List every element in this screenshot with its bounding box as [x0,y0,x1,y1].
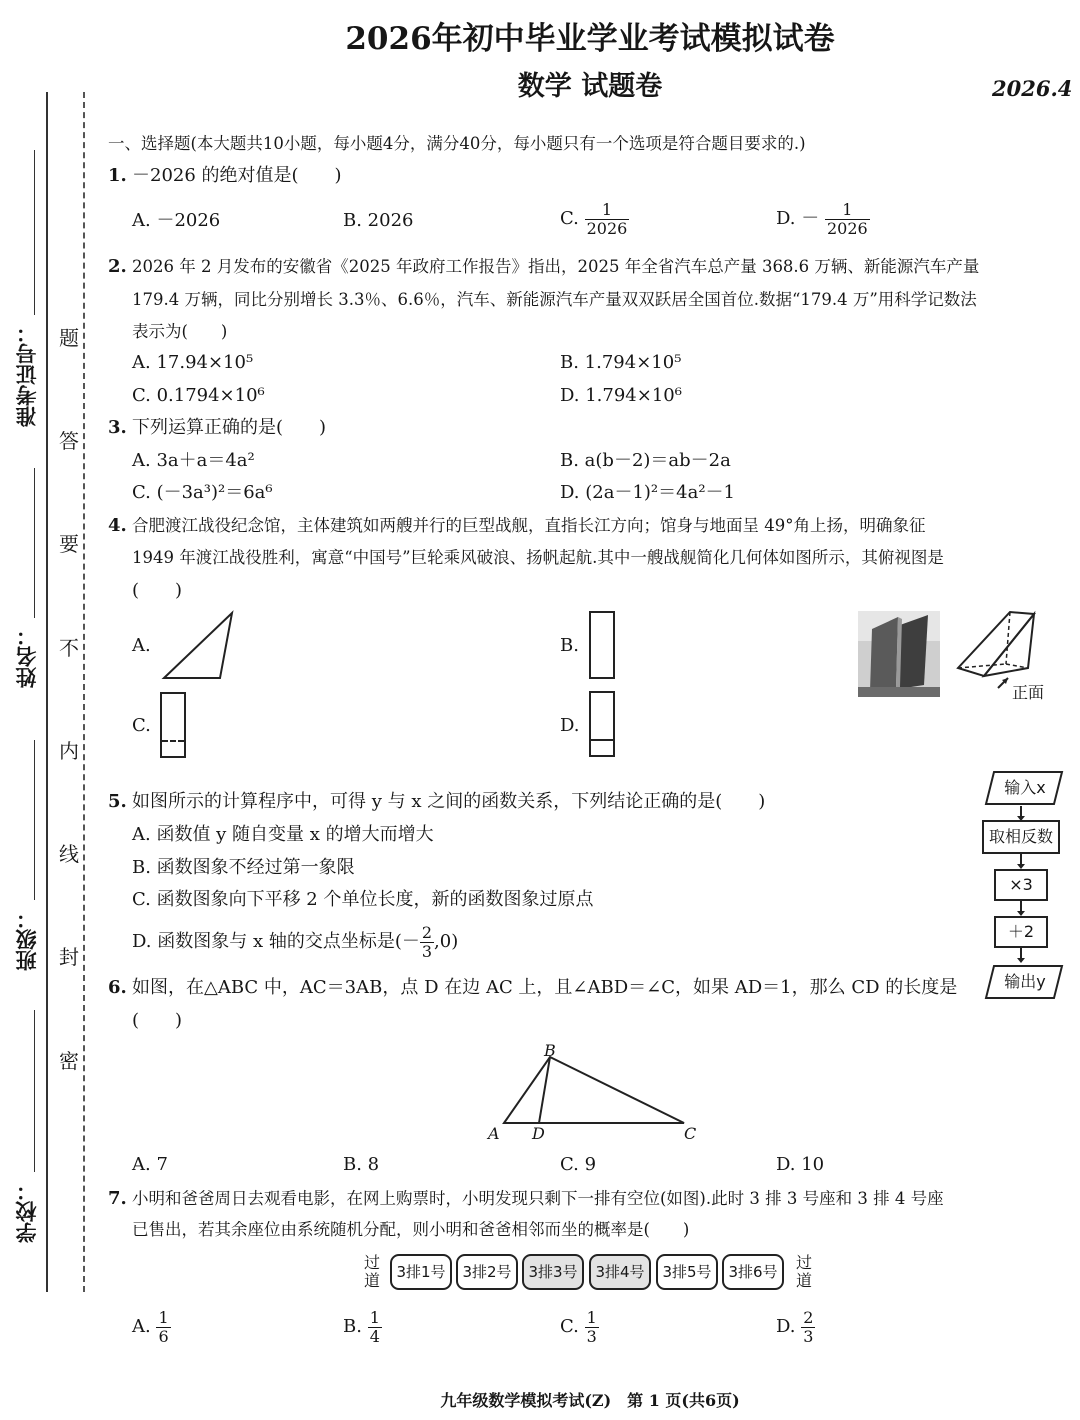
warning-char: 答 [59,429,79,453]
option-c[interactable]: C. 函数图象向下平移 2 个单位长度，新的函数图象过原点 [132,889,594,910]
option-label: D. [776,1316,796,1337]
flow-input: 输入x [1004,778,1046,797]
question-stem: 下列运算正确的是( ) [132,417,327,438]
fraction: $\frac{2}{3}$ [421,922,433,961]
fraction: $\frac{1}{3}$ [586,1307,597,1346]
question-number: 6. [108,977,127,998]
fraction: $\frac{1}{2026}$ [826,199,868,238]
option-text: ,0) [434,931,459,952]
option-label: A. [132,1316,151,1337]
dashed-margin-line [83,92,85,1292]
fraction: $\frac{1}{4}$ [369,1307,380,1346]
flow-step-multiply: ×3 [994,869,1048,901]
aisle-left: 过道 [364,1253,381,1290]
vertex-label-b: B [544,1041,556,1060]
name-label: 姓名： [15,625,39,688]
option-b[interactable]: B. [560,635,579,656]
exam-title: 2026年初中毕业学业考试模拟试卷 [345,21,835,57]
section-header: 一、选择题(本大题共10小题，每小题4分，满分40分，每小题只有一个选项是符合题目要求的.) [108,134,806,153]
page-footer: 九年级数学模拟考试(Z) 第 1 页(共6页) [440,1391,740,1410]
option-b[interactable]: B. a(b－2)＝ab－2a [560,450,731,471]
option-c[interactable] [560,1307,599,1347]
option-c-figure [160,692,186,758]
question-number: 3. [108,417,127,438]
option-a[interactable]: A. [132,635,151,656]
option-a[interactable]: A. 3a＋a＝4a² [132,450,255,471]
option-d[interactable]: D. 10 [776,1154,825,1175]
exam-id-label: 准考证号： [15,322,39,427]
seat-3-sold: 3排3号 [522,1254,584,1290]
option-b-figure [589,611,615,679]
option-c[interactable] [560,199,629,239]
seat-1[interactable]: 3排1号 [390,1254,452,1290]
fraction: $\frac{2}{3}$ [803,1307,814,1346]
flow-output: 输出y [1004,972,1046,991]
warning-char: 线 [59,842,79,866]
warning-char: 密 [59,1049,79,1073]
option-label: C. [560,208,579,229]
option-a-figure [158,608,238,683]
question-number: 7. [108,1188,127,1209]
seat-row [364,1254,824,1292]
option-a[interactable]: A. －2026 [132,210,221,231]
option-c[interactable]: C. [132,715,151,736]
solid-margin-line [46,92,48,1292]
question-stem: 如图所示的计算程序中，可得 y 与 x 之间的函数关系，下列结论正确的是( ) [132,791,766,812]
fraction: $\frac{1}{2026}$ [586,199,628,238]
option-d-figure [589,691,615,757]
question-number: 5. [108,791,127,812]
warning-char: 封 [59,945,79,969]
option-d[interactable]: D. (2a－1)²＝4a²－1 [560,482,735,503]
option-label: C. [560,1316,579,1337]
vertex-label-d: D [532,1124,545,1143]
fraction: $\frac{1}{6}$ [158,1307,169,1346]
seat-6[interactable]: 3排6号 [722,1254,784,1290]
flow-arrows [1010,804,1032,968]
question-stem-line: 已售出，若其余座位由系统随机分配，则小明和爸爸相邻而坐的概率是( ) [132,1220,690,1239]
option-d[interactable]: D. [560,715,580,736]
question-stem-line: ( ) [132,1010,183,1031]
option-text: D. 函数图象与 x 轴的交点坐标是(－ [132,931,420,952]
exam-subtitle: 数学 试题卷 [517,71,663,102]
question-stem-line: 小明和爸爸周日去观看电影，在网上购票时，小明发现只剩下一排有空位(如图).此时 3 排 3 号座和 3 排 4 号座 [132,1189,944,1208]
warning-char: 题 [59,326,79,350]
option-b[interactable]: B. 函数图象不经过第一象限 [132,857,355,878]
option-a[interactable] [132,1307,171,1347]
option-d[interactable] [776,199,870,239]
question-stem-line: 如图，在△ABC 中，AC＝3AB，点 D 在边 AC 上，且∠ABD＝∠C，如果 AD＝1，那么 CD 的长度是 [132,977,958,998]
school-blank[interactable] [34,1010,35,1172]
option-a[interactable]: A. 17.94×10⁵ [132,352,254,373]
question-stem-line: 1949 年渡江战役胜利，寓意“中国号”巨轮乘风破浪、扬帆起航.其中一艘战舰简化几何体如图所示，其俯视图是 [132,548,944,567]
option-d[interactable]: D. 1.794×10⁶ [560,385,682,406]
option-label: D. － [776,208,820,229]
triangle-figure [500,1050,690,1130]
exam-id-blank[interactable] [34,150,35,315]
vertex-label-c: C [684,1124,697,1143]
class-blank[interactable] [34,740,35,900]
option-a[interactable]: A. 7 [132,1154,168,1175]
question-number: 2. [108,256,127,277]
warning-char: 不 [59,636,79,660]
option-label: B. [343,1316,362,1337]
flow-step-negate: 取相反数 [982,820,1060,854]
class-label: 班级： [15,908,39,971]
option-c[interactable]: C. 0.1794×10⁶ [132,385,265,406]
name-blank[interactable] [34,468,35,618]
option-c[interactable]: C. 9 [560,1154,597,1175]
option-b[interactable]: B. 2026 [343,210,414,231]
option-d[interactable] [776,1307,815,1347]
seat-2[interactable]: 3排2号 [456,1254,518,1290]
question-number: 4. [108,515,127,536]
school-label: 学校： [15,1180,39,1243]
memorial-photo [858,611,940,697]
warning-char: 要 [59,532,79,556]
question-number: 1. [108,165,127,186]
question-stem-line: 表示为( ) [132,322,228,341]
aisle-right: 过道 [796,1253,813,1290]
vertex-label-a: A [488,1124,500,1143]
exam-date: 2026.4 [992,76,1073,101]
question-stem-line: 179.4 万辆，同比分别增长 3.3％、6.6％，汽车、新能源汽车产量双双跃居全国首位.数据“179.4 万”用科学记数法 [132,290,977,309]
option-d[interactable] [132,922,458,962]
option-b[interactable] [343,1307,382,1347]
seat-4-sold: 3排4号 [589,1254,651,1290]
flow-step-add: ＋2 [994,916,1048,948]
question-stem-line: ( ) [132,580,183,601]
option-b[interactable]: B. 1.794×10⁵ [560,352,682,373]
front-view-label: 正面 [1012,683,1045,702]
question-stem: －2026 的绝对值是( ) [132,165,342,186]
question-stem-line: 2026 年 2 月发布的安徽省《2025 年政府工作报告》指出，2025 年全省汽车总产量 368.6 万辆、新能源汽车产量 [132,257,980,276]
warning-char: 内 [59,739,79,763]
option-c[interactable]: C. (－3a³)²＝6a⁶ [132,482,273,503]
option-a[interactable]: A. 函数值 y 随自变量 x 的增大而增大 [132,824,434,845]
option-b[interactable]: B. 8 [343,1154,380,1175]
seat-5[interactable]: 3排5号 [656,1254,718,1290]
question-stem-line: 合肥渡江战役纪念馆，主体建筑如两艘并行的巨型战舰，直指长江方向；馆身与地面呈 49°角上扬，明确象征 [132,516,926,535]
